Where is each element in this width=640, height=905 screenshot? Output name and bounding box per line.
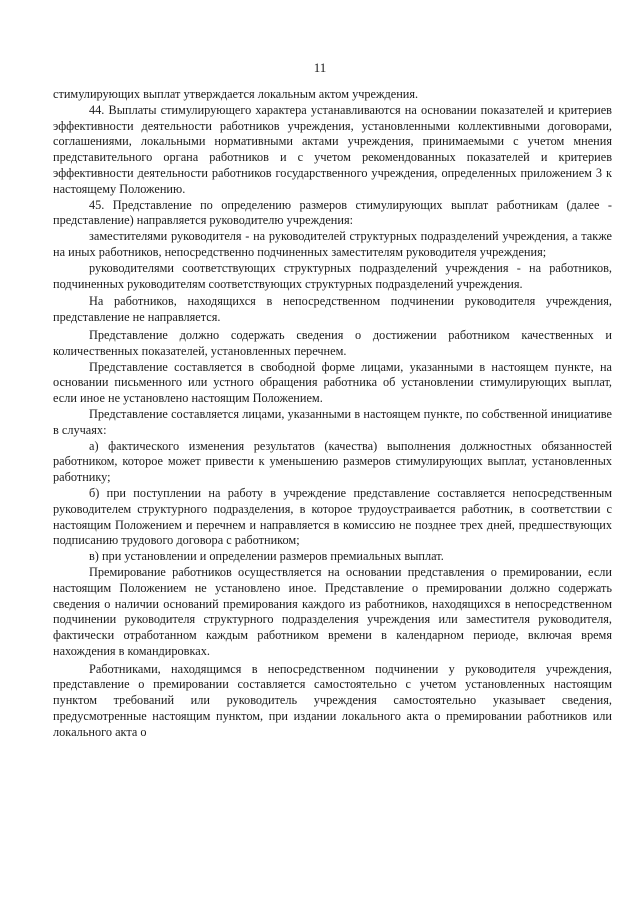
document-body [53,87,612,741]
paragraph-item-45: 45. Представление по определению размеров стимулирующих выплат работникам (далее - представление) направляется руководителю учреждения: [53,197,612,228]
paragraph-deputies: заместителями руководителя - на руководителей структурных подразделений учреждения, а также на иных работников, непосредственно подчиненных заместителям руководителя учреждения; [53,229,612,259]
paragraph-bonuses: Премирование работников осуществляется на основании представления о премировании, если настоящим Положением не установлено иное. Представление о премировании должно содержать сведения о наличии оснований премирования каждого из работников, находящихся в непосредственном подчинении руководителя структурного подразделения учреждения или заместителя руководителя, фактически отработанном каждым работником времени в календарном периоде, включая время нахождения в командировках. [53,564,612,658]
list-item-v: в) при установлении и определении размеров премиальных выплат. [89,549,444,564]
paragraph-free-form: Представление составляется в свободной форме лицами, указанными в настоящем пункте, на основании письменного или устного обращения работника об установлении стимулирующих выплат, если иное не установлено настоящим Положением. [53,359,612,406]
page-number: 11 [313,60,327,75]
list-item-a: а) фактического изменения результатов (качества) выполнения должностных обязанностей работником, которое может привести к уменьшению размеров стимулирующих выплат, установленных работнику; [53,438,612,485]
paragraph-item-44: 44. Выплаты стимулирующего характера устанавливаются на основании показателей и критериев эффективности деятельности работников учреждения, установленными коллективными договорами, соглашениями, локальными нормативными актами учреждения, принимаемыми с учетом мнения представительного органа работников и с учетом рекомендованных показателей и критериев эффективности деятельности работников государственного учреждения, определенных приложением 3 к настоящему Положению. [53,102,612,196]
paragraph-continuation: стимулирующих выплат утверждается локальным актом учреждения. [53,87,419,101]
paragraph-own-initiative: Представление составляется лицами, указанными в настоящем пункте, по собственной инициативе в случаях: [53,406,612,437]
list-item-b: б) при поступлении на работу в учреждение представление составляется непосредственным руководителем структурного подразделения, в которое трудоустраивается работник, в соответствии с настоящим Положением и перечнем и направляется в комиссию не позднее трех дней, предшествующих подписанию трудового договора с работником; [53,485,612,548]
paragraph-content-requirements: Представление должно содержать сведения о достижении работником качественных и количественных показателей, установленных перечнем. [53,327,612,358]
paragraph-unit-heads: руководителями соответствующих структурных подразделений учреждения - на работников, подчиненных руководителям соответствующих структурных подразделений учреждения. [53,260,612,291]
paragraph-direct-subordinates: На работников, находящихся в непосредственном подчинении руководителя учреждения, представление не направляется. [53,294,612,325]
paragraph-head-subordinates: Работниками, находящимся в непосредственном подчинении у руководителя учреждения, представление о премировании составляется самостоятельно с учетом установленных настоящим пунктом требований или руководитель учреждения самостоятельно указывает сведения, предусмотренные настоящим пунктом, при издании локального акта о премировании работников или локального акта о [53,661,612,739]
